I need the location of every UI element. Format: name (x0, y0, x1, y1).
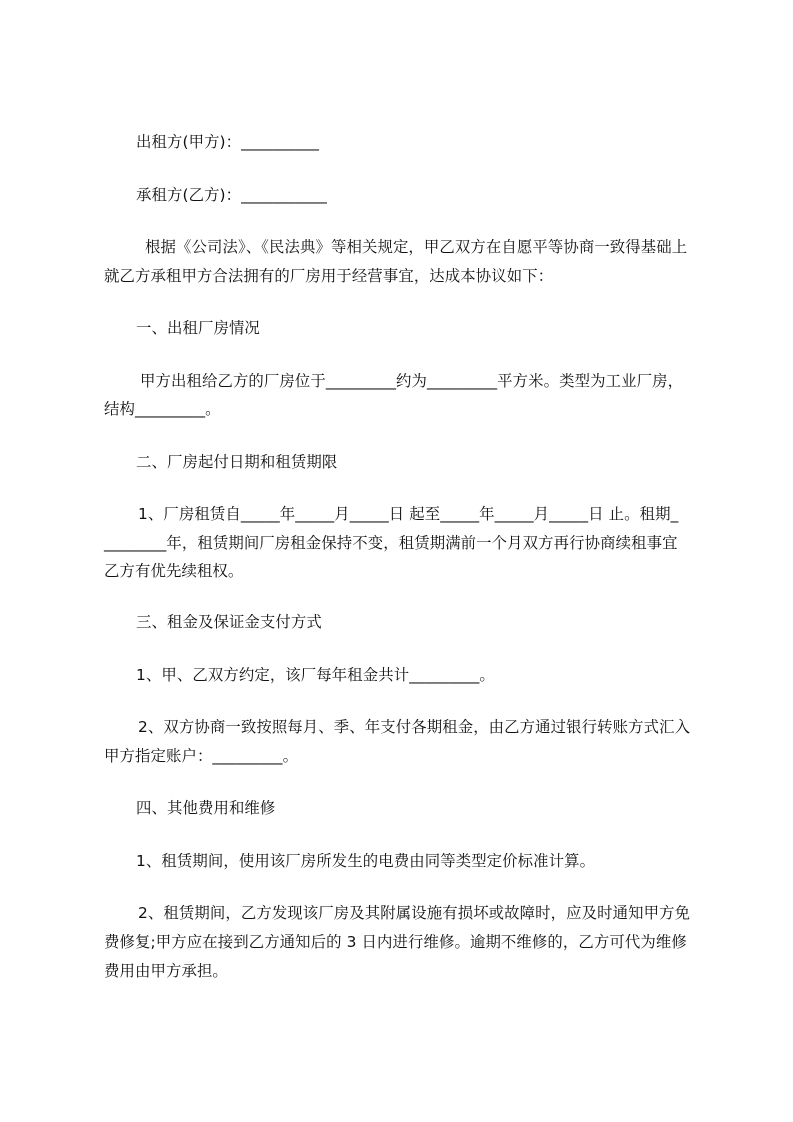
preamble-line-2: 就乙方承租甲方合法拥有的厂房用于经营事宜，达成本协议如下： (104, 267, 554, 285)
section-4-item-1: 1、租赁期间，使用该厂房所发生的电费由同等类型定价标准计算。 (136, 852, 596, 870)
section-3-item-2-line-2: 甲方指定账户：_________。 (104, 747, 299, 765)
section-4-heading: 四、其他费用和维修 (136, 799, 276, 817)
section-1-para-line-2: 结构_________。 (104, 400, 221, 418)
section-2-heading: 二、厂房起付日期和租赁期限 (136, 453, 338, 471)
section-3-heading: 三、租金及保证金支付方式 (136, 613, 322, 631)
section-3-item-1: 1、甲、乙双方约定，该厂每年租金共计_________。 (136, 666, 495, 684)
lessee-line: 承租方(乙方)：___________ (136, 186, 327, 204)
lessor-line: 出租方(甲方)：__________ (136, 133, 320, 151)
section-2-para-line-2: ________年，租赁期间厂房租金保持不变，租赁期满前一个月双方再行协商续租事宜 (104, 534, 678, 552)
preamble-line-1: 根据《公司法》、《民法典》等相关规定，甲乙双方在自愿平等协商一致得基础上 (145, 238, 688, 256)
section-4-item-2-line-3: 费用由甲方承担。 (104, 962, 228, 980)
section-3-item-2-line-1: 2、双方协商一致按照每月、季、年支付各期租金，由乙方通过银行转账方式汇入 (138, 718, 691, 736)
section-2-para-line-3: 乙方有优先续租权。 (104, 562, 244, 580)
section-4-item-2-line-1: 2、租赁期间，乙方发现该厂房及其附属设施有损坏或故障时，应及时通知甲方免 (138, 904, 691, 922)
section-4-item-2-line-2: 费修复;甲方应在接到乙方通知后的 3 日内进行维修。逾期不维修的，乙方可代为维修 (104, 933, 687, 951)
section-1-heading: 一、出租厂房情况 (136, 319, 260, 337)
section-2-para-line-1: 1、厂房租赁自_____年_____月_____日 起至_____年_____月_____日 止。租期_ (138, 505, 679, 523)
section-1-para-line-1: 甲方出租给乙方的厂房位于_________约为_________平方米。类型为工业厂房， (140, 372, 684, 390)
